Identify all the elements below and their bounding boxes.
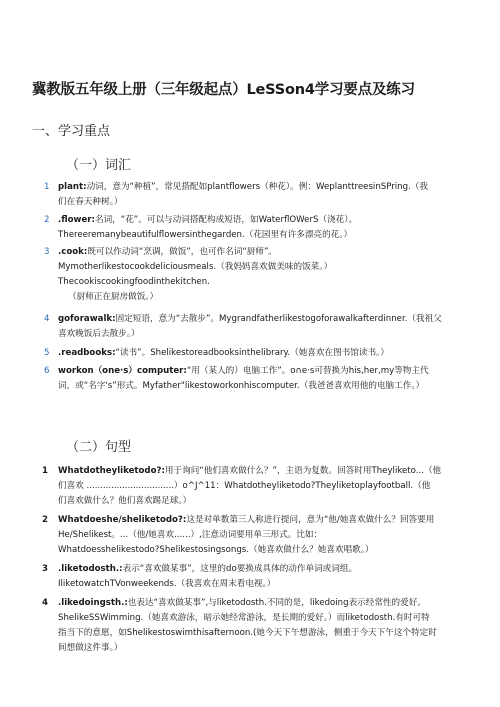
vocab-text: 动词，意为“种植”，常见搭配如plantflowers（种花）。例：WeplanttreesinSPring.（我 [86,182,428,192]
sentence-item [42,562,478,592]
vocab-keyword: goforawalk: [58,314,116,324]
vocab-number: 6 [44,366,50,376]
vocab-text: 们在春天种树。） [58,197,123,207]
sentence-number: 1 [42,466,48,476]
vocab-keyword: workon（one·s）computer: [58,366,187,376]
sentence-line [58,596,478,611]
sentence-item [42,596,478,656]
vocab-item [44,213,478,243]
vocab-keyword: .cook: [58,247,88,257]
sentence-text: 这是对单数第三人称进行提问，意为“他/她喜欢做什么？回答要用 [186,515,435,525]
sentence-line [58,528,478,543]
vocab-keyword: .flower: [58,215,95,225]
vocab-item [44,245,478,305]
vocab-number: 4 [44,314,50,324]
vocab-text: 词，或“名字's”形式。Myfather"likestoworkonhiscomputer.（我爸爸喜欢用他的电脑工作。） [58,381,425,391]
vocab-text: “读书”。Shelikestoreadbooksinthelibrary.（她喜欢在图书馆读书。） [115,348,389,358]
vocab-line [58,379,478,394]
sentence-text: 指当下的意愿，如Shelikestoswimthisafternoon.(她今天下午想游泳，侧重于今天下午这个特定时 [58,628,437,638]
vocab-line [58,213,478,228]
vocab-text: 既可以作动词“烹调，做饭”，也可作名词“厨师”。 [87,247,278,257]
sentence-line [58,626,478,641]
vocab-text: Mymotherlikestocookdeliciousmeals.（我妈妈喜欢做美味的饭菜。） [58,262,333,272]
vocab-item [44,312,478,342]
subheading-sentence-patterns: （二）句型 [66,440,132,455]
sentence-text: 间想做这件事。） [58,643,123,653]
sentence-number: 2 [42,515,48,525]
vocab-item [44,346,478,361]
vocab-text: 名词，“花”。可以与动词搭配构成短语，如WaterflOWerS（浇花）。 [94,215,358,225]
sentence-line [58,464,478,479]
sentence-number: 3 [42,564,48,574]
vocab-line [58,275,478,290]
vocab-line [58,245,478,260]
vocab-line [58,346,478,361]
sentence-text: 们喜欢做什么？他们喜欢踢足球。） [58,496,192,506]
sentence-keyword: Whatdoeshe/sheliketodo?: [58,515,187,525]
sentence-text: 用于询问“他们喜欢做什么？”，主语为复数。回答时用Theyliketo...（他 [164,466,442,476]
vocab-item [44,364,478,394]
vocab-text: Thereeremanybeautifulflowersinthegarden.（花园里有许多漂亮的花。） [58,230,353,240]
sentence-text: 表示“喜欢做某事”，这里的do要换成具体的动作单词或词组。 [122,564,358,574]
sentence-line [58,479,478,494]
sentence-number: 4 [42,598,48,608]
vocab-keyword: .readbooks: [58,348,116,358]
sentence-line [58,577,478,592]
sentence-line [58,543,478,558]
sentence-keyword: .liketodosth.: [58,564,123,574]
sentence-text: ShelikeSSWimming.（她喜欢游泳，暗示她经常游泳，是长期的爱好。）而liketodosth.有时可特 [58,613,430,623]
vocab-line [58,260,478,275]
vocab-keyword: plant: [58,182,87,192]
sentence-text: IliketowatchTVonweekends.（我喜欢在周末看电视。） [58,579,276,589]
vocab-line [58,228,478,243]
sentence-text: 也表达“喜欢做某事”,与liketodosth.不同的是，likedoing表示经常性的爱好。 [127,598,426,608]
vocab-text: “用（某人的）电脑工作”。o∩e·s可替换为his,her,my等物主代 [186,366,429,376]
sentence-line [58,641,478,656]
sentence-text: 们喜欢 ................................）o^J^11：Whatdotheyliketodo?Theyliketoplayfootball.（他 [58,481,431,491]
page-title: 冀教版五年级上册（三年级起点）LeSSon4学习要点及练习 [32,82,415,98]
vocab-number: 5 [44,348,50,358]
sentence-line [58,562,478,577]
sentence-keyword: Whatdotheyliketodo?: [58,466,165,476]
sentence-keyword: .likedoingsth.: [58,598,128,608]
vocab-number: 2 [44,215,50,225]
vocab-line [58,312,478,327]
vocab-line [58,180,478,195]
vocab-text: （厨师正在厨房做饭。） [68,292,159,302]
vocab-text: 固定短语，意为“去散步”。Mygrandfatherlikestogoforawalkafterdinner.（我祖父 [115,314,442,324]
vocab-text: 喜欢晚饭后去散步。） [58,329,140,339]
sentence-text: Whatdoesshelikestodo?Shelikestosingsongs.（她喜欢做什么？她喜欢唱歌。） [58,545,374,555]
subheading-vocabulary: （一）词汇 [66,158,132,173]
sentence-item [42,513,478,558]
vocab-number: 3 [44,247,50,257]
vocab-line [58,290,478,305]
sentence-text: He/Shelikest。...（他/她喜欢......）,注意动词要用单三形式。比如： [58,530,323,540]
vocab-item [44,180,478,210]
sentence-item [42,464,478,509]
sentence-line [58,611,478,626]
vocab-line [58,327,478,342]
vocab-line [58,195,478,210]
vocab-line [58,364,478,379]
sentence-line [58,494,478,509]
sentence-line [58,513,478,528]
section-heading-key-points: 一、学习重点 [32,124,111,139]
vocab-number: 1 [44,182,50,192]
vocab-text: Thecookiscookingfoodinthekitchen. [58,277,210,287]
